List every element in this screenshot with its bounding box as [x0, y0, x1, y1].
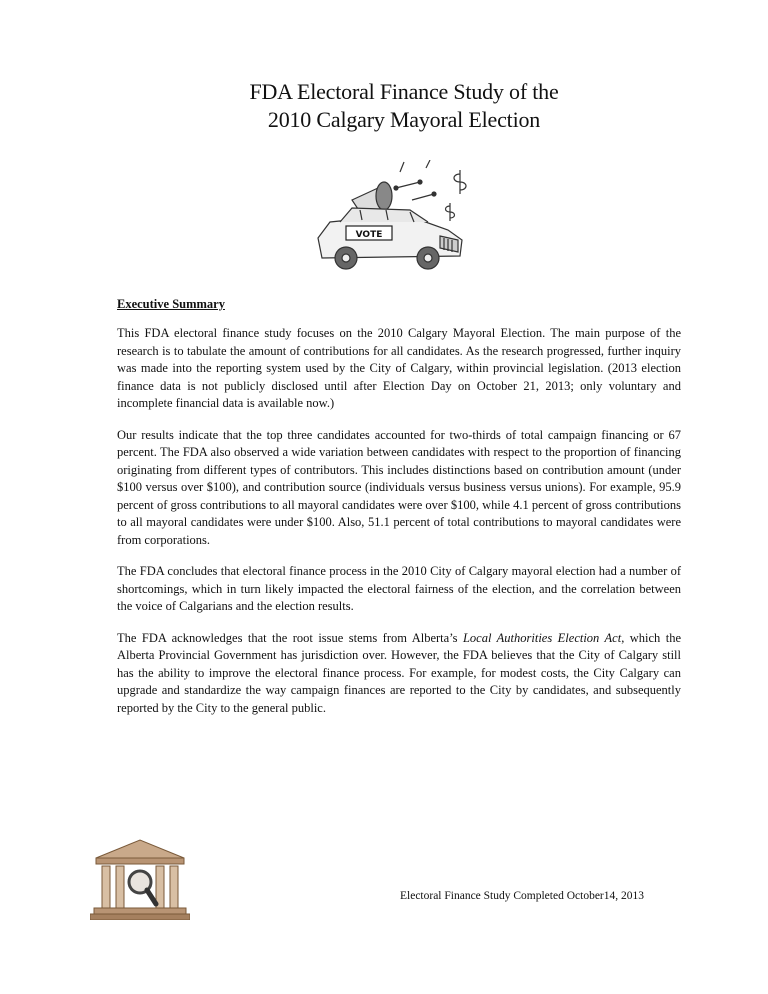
courthouse-magnifier-logo: [90, 836, 190, 920]
title-line-1: FDA Electoral Finance Study of the: [249, 79, 559, 104]
executive-summary: [117, 296, 681, 731]
completion-footer: Electoral Finance Study Completed October14, 2013: [400, 890, 644, 902]
section-heading: Executive Summary: [117, 297, 225, 311]
paragraph-3: The FDA concludes that electoral finance process in the 2010 City of Calgary mayoral election had a number of shortcomings, which in turn likely impacted the electoral fairness of the election, and the correlation between the voice of Calgarians and the election results.: [117, 564, 681, 613]
paragraph-1: This FDA electoral finance study focuses on the 2010 Calgary Mayoral Election. The main purpose of the research is to tabulate the amount of contributions for all candidates. As the research progressed, further inquiry was made into the reporting system used by the City of Calgary, within provincial legislation. (2013 election finance data is not publicly disclosed until after Election Day on October 21, 2013; only voluntary and incomplete financial data is available now.): [117, 326, 681, 410]
paragraph-4-end: , which the Alberta Provincial Government has jurisdiction over. However, the FDA believes that the City of Calgary still has the ability to improve the electoral finance process. For example, for modest costs, the City Calgary can upgrade and standardize the way campaign finances are reported to the City by candidates, and subsequently reported by the City to the general public.: [117, 630, 682, 715]
paragraph-4-start: The FDA acknowledges that the root issue stems from Alberta’s: [117, 630, 463, 645]
vote-sign-text: VOTE: [355, 230, 383, 240]
vote-car-illustration: [300, 160, 480, 272]
document-title: [0, 78, 768, 134]
paragraph-2: Our results indicate that the top three candidates accounted for two-thirds of total campaign financing or 67 percent. The FDA also observed a wide variation between candidates with respect to the proportion of financing originating from different types of contributors. This includes distinctions based on contribution amount (under $100 versus over $100), and contribution source (individuals versus business versus unions). For example, 95.9 percent of gross contributions to all mayoral candidates were over $100, while 4.1 percent of gross contributions to all mayoral candidates were under $100. Also, 51.1 percent of total contributions to mayoral candidates were from corporations.: [117, 427, 681, 547]
title-line-2: 2010 Calgary Mayoral Election: [267, 107, 541, 132]
paragraph-4: [117, 630, 681, 718]
act-name: Local Authorities Election Act: [462, 630, 622, 645]
